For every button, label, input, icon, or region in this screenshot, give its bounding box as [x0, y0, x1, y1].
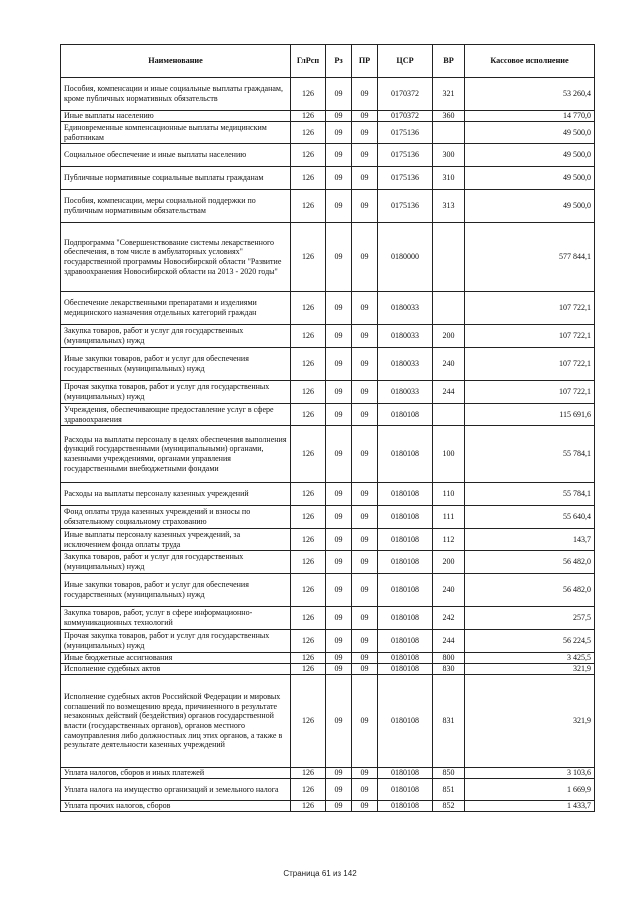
- table-row: [61, 675, 595, 768]
- table-row: [61, 223, 595, 292]
- row-amount: 3 425,5: [465, 653, 595, 664]
- row-rz: 09: [326, 111, 352, 122]
- row-name: Закупка товаров, работ, услуг в сфере информационно-коммуникационных технологий: [61, 607, 291, 630]
- row-csr: 0180108: [378, 779, 433, 801]
- row-rz: 09: [326, 664, 352, 675]
- row-pr: 09: [352, 768, 378, 779]
- row-rz: 09: [326, 348, 352, 381]
- row-grrsp: 126: [291, 653, 326, 664]
- row-amount: 1 433,7: [465, 801, 595, 812]
- row-amount: 56 482,0: [465, 551, 595, 574]
- row-amount: 53 260,4: [465, 78, 595, 111]
- table-row: [61, 653, 595, 664]
- row-rz: 09: [326, 529, 352, 551]
- budget-table: [60, 44, 595, 812]
- row-grrsp: 126: [291, 529, 326, 551]
- row-csr: 0180108: [378, 675, 433, 768]
- row-vr: 830: [433, 664, 465, 675]
- row-csr: 0180033: [378, 325, 433, 348]
- row-name: Учреждения, обеспечивающие предоставление услуг в сфере здравоохранения: [61, 404, 291, 426]
- table-row: [61, 426, 595, 483]
- row-csr: 0170372: [378, 111, 433, 122]
- table-row: [61, 801, 595, 812]
- table-row: [61, 144, 595, 167]
- table-row: [61, 529, 595, 551]
- row-pr: 09: [352, 223, 378, 292]
- row-rz: 09: [326, 630, 352, 653]
- row-vr: 240: [433, 574, 465, 607]
- row-vr: 310: [433, 167, 465, 190]
- row-grrsp: 126: [291, 779, 326, 801]
- row-amount: 55 784,1: [465, 426, 595, 483]
- row-rz: 09: [326, 483, 352, 506]
- row-csr: 0180108: [378, 529, 433, 551]
- row-amount: 321,9: [465, 675, 595, 768]
- row-name: Иные закупки товаров, работ и услуг для обеспечения государственных (муниципальных) нужд: [61, 574, 291, 607]
- row-vr: 112: [433, 529, 465, 551]
- row-amount: 49 500,0: [465, 167, 595, 190]
- row-amount: 107 722,1: [465, 381, 595, 404]
- row-grrsp: 126: [291, 223, 326, 292]
- row-csr: 0180108: [378, 426, 433, 483]
- row-rz: 09: [326, 325, 352, 348]
- row-vr: 244: [433, 630, 465, 653]
- row-amount: 257,5: [465, 607, 595, 630]
- row-vr: 200: [433, 325, 465, 348]
- table-row: [61, 381, 595, 404]
- row-amount: 49 500,0: [465, 190, 595, 223]
- row-grrsp: 126: [291, 122, 326, 144]
- row-grrsp: 126: [291, 506, 326, 529]
- row-grrsp: 126: [291, 768, 326, 779]
- row-rz: 09: [326, 426, 352, 483]
- table-row: [61, 404, 595, 426]
- row-pr: 09: [352, 801, 378, 812]
- row-csr: 0175136: [378, 122, 433, 144]
- row-pr: 09: [352, 404, 378, 426]
- row-name: Уплата прочих налогов, сборов: [61, 801, 291, 812]
- table-row: [61, 167, 595, 190]
- row-pr: 09: [352, 675, 378, 768]
- table-row: [61, 551, 595, 574]
- row-grrsp: 126: [291, 190, 326, 223]
- row-rz: 09: [326, 78, 352, 111]
- row-vr: 852: [433, 801, 465, 812]
- row-pr: 09: [352, 325, 378, 348]
- row-name: Исполнение судебных актов: [61, 664, 291, 675]
- row-csr: 0180108: [378, 551, 433, 574]
- row-grrsp: 126: [291, 292, 326, 325]
- row-rz: 09: [326, 801, 352, 812]
- row-amount: 143,7: [465, 529, 595, 551]
- table-row: [61, 190, 595, 223]
- row-csr: 0180108: [378, 653, 433, 664]
- row-name: Закупка товаров, работ и услуг для государственных (муниципальных) нужд: [61, 325, 291, 348]
- row-name: Фонд оплаты труда казенных учреждений и взносы по обязательному социальному страхованию: [61, 506, 291, 529]
- row-csr: 0180108: [378, 483, 433, 506]
- row-pr: 09: [352, 381, 378, 404]
- row-pr: 09: [352, 111, 378, 122]
- table-row: [61, 779, 595, 801]
- row-rz: 09: [326, 551, 352, 574]
- row-grrsp: 126: [291, 144, 326, 167]
- row-grrsp: 126: [291, 675, 326, 768]
- row-pr: 09: [352, 653, 378, 664]
- row-name: Иные бюджетные ассигнования: [61, 653, 291, 664]
- row-name: Подпрограмма "Совершенствование системы лекарственного обеспечения, в том числе в амбулаторных условиях" государственной программы Новосибирской области "Развитие здравоохранения Новосибирской области на 2013 - 2020 годы": [61, 223, 291, 292]
- table-row: [61, 78, 595, 111]
- row-vr: 851: [433, 779, 465, 801]
- header-name: Наименование: [61, 45, 291, 78]
- row-grrsp: 126: [291, 404, 326, 426]
- row-vr: 111: [433, 506, 465, 529]
- row-pr: 09: [352, 122, 378, 144]
- row-csr: 0170372: [378, 78, 433, 111]
- row-name: Закупка товаров, работ и услуг для государственных (муниципальных) нужд: [61, 551, 291, 574]
- row-name: Уплата налога на имущество организаций и земельного налога: [61, 779, 291, 801]
- row-rz: 09: [326, 506, 352, 529]
- row-vr: 244: [433, 381, 465, 404]
- row-rz: 09: [326, 223, 352, 292]
- row-vr: [433, 404, 465, 426]
- row-csr: 0180108: [378, 574, 433, 607]
- row-csr: 0175136: [378, 144, 433, 167]
- row-name: Иные закупки товаров, работ и услуг для обеспечения государственных (муниципальных) нужд: [61, 348, 291, 381]
- header-rz: Рз: [326, 45, 352, 78]
- row-grrsp: 126: [291, 483, 326, 506]
- row-grrsp: 126: [291, 78, 326, 111]
- row-amount: 56 482,0: [465, 574, 595, 607]
- row-vr: 300: [433, 144, 465, 167]
- row-pr: 09: [352, 779, 378, 801]
- header-grrsp: ГлРсп: [291, 45, 326, 78]
- row-name: Социальное обеспечение и иные выплаты населению: [61, 144, 291, 167]
- row-vr: 800: [433, 653, 465, 664]
- row-csr: 0180108: [378, 768, 433, 779]
- row-amount: 55 784,1: [465, 483, 595, 506]
- row-amount: 107 722,1: [465, 325, 595, 348]
- row-name: Расходы на выплаты персоналу в целях обеспечения выполнения функций государственными (муниципальными) органами, казенными учреждениями, органами управления государственными внебюджетными фондами: [61, 426, 291, 483]
- row-vr: 100: [433, 426, 465, 483]
- row-rz: 09: [326, 404, 352, 426]
- row-vr: 242: [433, 607, 465, 630]
- row-pr: 09: [352, 426, 378, 483]
- row-name: Публичные нормативные социальные выплаты гражданам: [61, 167, 291, 190]
- table-row: [61, 292, 595, 325]
- table-header-row: [61, 45, 595, 78]
- row-amount: 115 691,6: [465, 404, 595, 426]
- table-row: [61, 664, 595, 675]
- row-pr: 09: [352, 529, 378, 551]
- row-pr: 09: [352, 483, 378, 506]
- row-name: Иные выплаты персоналу казенных учреждений, за исключением фонда оплаты труда: [61, 529, 291, 551]
- row-vr: 831: [433, 675, 465, 768]
- row-pr: 09: [352, 630, 378, 653]
- row-rz: 09: [326, 122, 352, 144]
- page-number: Страница 61 из 142: [283, 869, 357, 878]
- table-row: [61, 483, 595, 506]
- row-rz: 09: [326, 381, 352, 404]
- row-name: Пособия, компенсации, меры социальной поддержки по публичным нормативным обязательствам: [61, 190, 291, 223]
- row-grrsp: 126: [291, 167, 326, 190]
- row-grrsp: 126: [291, 426, 326, 483]
- header-csr: ЦСР: [378, 45, 433, 78]
- row-name: Уплата налогов, сборов и иных платежей: [61, 768, 291, 779]
- row-pr: 09: [352, 506, 378, 529]
- row-vr: [433, 122, 465, 144]
- row-rz: 09: [326, 144, 352, 167]
- row-amount: 321,9: [465, 664, 595, 675]
- row-rz: 09: [326, 675, 352, 768]
- table-row: [61, 630, 595, 653]
- row-csr: 0180033: [378, 381, 433, 404]
- row-csr: 0180108: [378, 404, 433, 426]
- row-vr: 240: [433, 348, 465, 381]
- row-amount: 49 500,0: [465, 122, 595, 144]
- row-rz: 09: [326, 653, 352, 664]
- header-vr: ВР: [433, 45, 465, 78]
- row-vr: 200: [433, 551, 465, 574]
- table-row: [61, 574, 595, 607]
- row-csr: 0180108: [378, 801, 433, 812]
- row-rz: 09: [326, 190, 352, 223]
- row-amount: 55 640,4: [465, 506, 595, 529]
- row-vr: 850: [433, 768, 465, 779]
- row-amount: 107 722,1: [465, 348, 595, 381]
- row-name: Расходы на выплаты персоналу казенных учреждений: [61, 483, 291, 506]
- row-rz: 09: [326, 607, 352, 630]
- row-grrsp: 126: [291, 551, 326, 574]
- row-csr: 0180000: [378, 223, 433, 292]
- row-amount: 49 500,0: [465, 144, 595, 167]
- table-row: [61, 348, 595, 381]
- row-name: Единовременные компенсационные выплаты медицинским работникам: [61, 122, 291, 144]
- row-grrsp: 126: [291, 111, 326, 122]
- row-vr: 110: [433, 483, 465, 506]
- row-pr: 09: [352, 664, 378, 675]
- row-pr: 09: [352, 292, 378, 325]
- row-vr: 321: [433, 78, 465, 111]
- row-pr: 09: [352, 144, 378, 167]
- row-amount: 56 224,5: [465, 630, 595, 653]
- row-pr: 09: [352, 78, 378, 111]
- table-row: [61, 122, 595, 144]
- row-pr: 09: [352, 574, 378, 607]
- table-row: [61, 607, 595, 630]
- row-vr: 313: [433, 190, 465, 223]
- row-csr: 0180033: [378, 348, 433, 381]
- table-row: [61, 325, 595, 348]
- row-pr: 09: [352, 190, 378, 223]
- row-csr: 0175136: [378, 190, 433, 223]
- header-amount: Кассовое исполнение: [465, 45, 595, 78]
- row-amount: 577 844,1: [465, 223, 595, 292]
- row-csr: 0180108: [378, 607, 433, 630]
- row-vr: 360: [433, 111, 465, 122]
- row-grrsp: 126: [291, 381, 326, 404]
- row-rz: 09: [326, 167, 352, 190]
- row-name: Прочая закупка товаров, работ и услуг для государственных (муниципальных) нужд: [61, 630, 291, 653]
- row-grrsp: 126: [291, 801, 326, 812]
- row-grrsp: 126: [291, 664, 326, 675]
- row-grrsp: 126: [291, 574, 326, 607]
- row-rz: 09: [326, 779, 352, 801]
- row-pr: 09: [352, 167, 378, 190]
- row-csr: 0180033: [378, 292, 433, 325]
- row-pr: 09: [352, 551, 378, 574]
- row-rz: 09: [326, 768, 352, 779]
- row-amount: 14 770,0: [465, 111, 595, 122]
- row-csr: 0180108: [378, 506, 433, 529]
- row-vr: [433, 223, 465, 292]
- row-name: Прочая закупка товаров, работ и услуг для государственных (муниципальных) нужд: [61, 381, 291, 404]
- row-amount: 107 722,1: [465, 292, 595, 325]
- row-csr: 0180108: [378, 664, 433, 675]
- table-row: [61, 506, 595, 529]
- row-grrsp: 126: [291, 348, 326, 381]
- table-row: [61, 111, 595, 122]
- row-name: Иные выплаты населению: [61, 111, 291, 122]
- row-grrsp: 126: [291, 325, 326, 348]
- row-rz: 09: [326, 574, 352, 607]
- row-amount: 1 669,9: [465, 779, 595, 801]
- row-pr: 09: [352, 348, 378, 381]
- row-grrsp: 126: [291, 607, 326, 630]
- row-pr: 09: [352, 607, 378, 630]
- row-rz: 09: [326, 292, 352, 325]
- row-name: Пособия, компенсации и иные социальные выплаты гражданам, кроме публичных нормативных обязательств: [61, 78, 291, 111]
- row-csr: 0175136: [378, 167, 433, 190]
- row-vr: [433, 292, 465, 325]
- row-name: Обеспечение лекарственными препаратами и изделиями медицинского назначения отдельных категорий граждан: [61, 292, 291, 325]
- row-name: Исполнение судебных актов Российской Федерации и мировых соглашений по возмещению вреда, причиненного в результате незаконных действий (бездействия) органов государственной власти (государственных органов), органов местного самоуправления либо должностных лиц этих органов, а также в результате деятельности казенных учреждений: [61, 675, 291, 768]
- table-row: [61, 768, 595, 779]
- row-csr: 0180108: [378, 630, 433, 653]
- header-pr: ПР: [352, 45, 378, 78]
- row-grrsp: 126: [291, 630, 326, 653]
- row-amount: 3 103,6: [465, 768, 595, 779]
